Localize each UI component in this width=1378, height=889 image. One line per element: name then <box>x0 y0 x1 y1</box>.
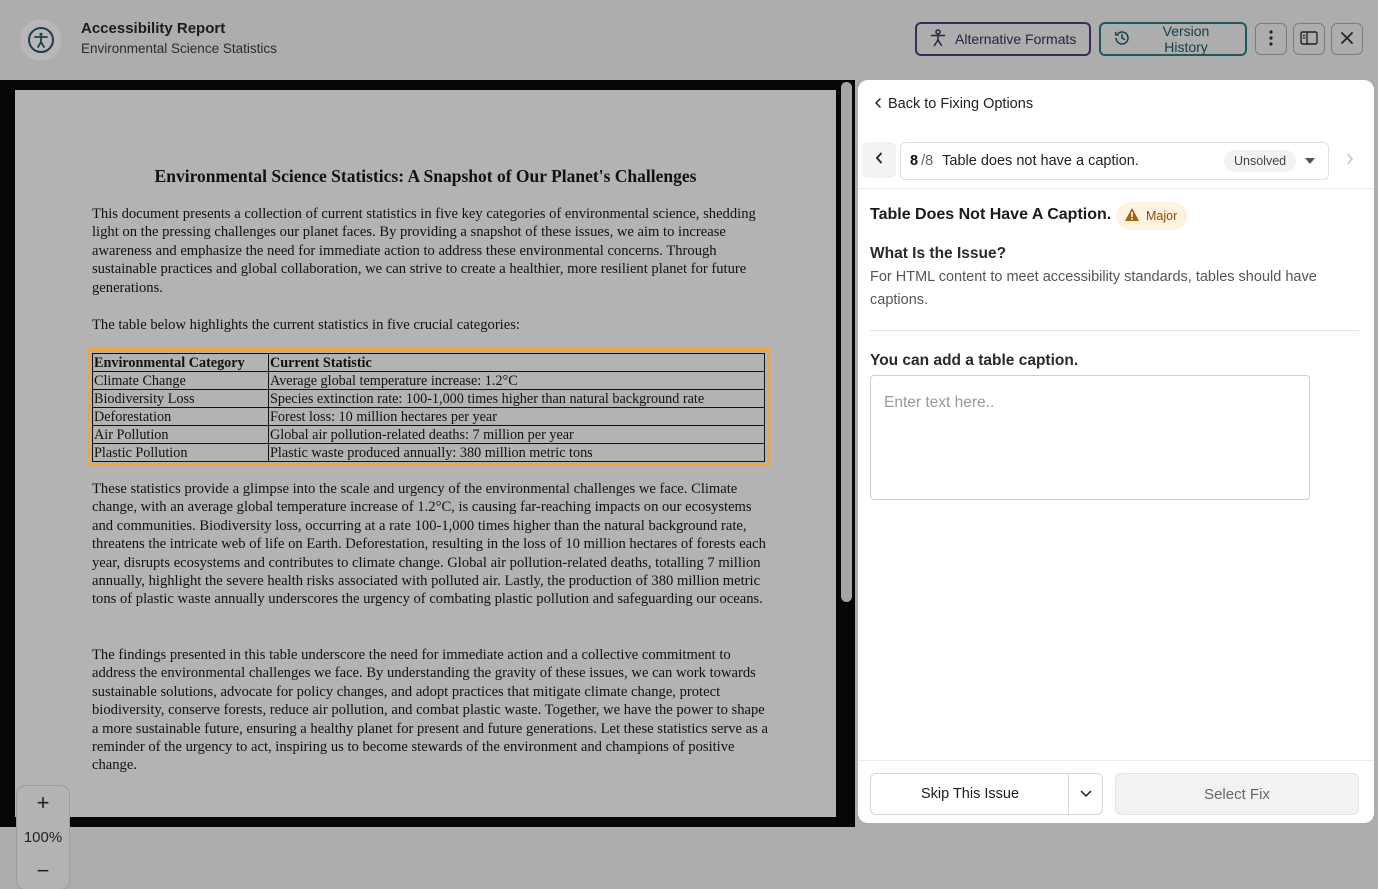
zoom-in-button[interactable]: + <box>36 790 50 815</box>
caret-down-icon[interactable] <box>1305 158 1315 164</box>
table-row <box>93 390 765 408</box>
report-subtitle: Environmental Science Statistics <box>81 41 277 56</box>
history-clock-icon <box>1113 29 1131 50</box>
issue-description: For HTML content to meet accessibility standards, tables should have captions. <box>870 269 1317 308</box>
table-row <box>93 372 765 390</box>
skip-issue-button[interactable]: Skip This Issue <box>870 773 1069 815</box>
table-cell: Biodiversity Loss <box>93 390 269 408</box>
zoom-level: 100% <box>23 829 63 846</box>
next-issue-button[interactable] <box>1336 142 1364 180</box>
table-cell: Deforestation <box>93 408 269 426</box>
version-history-label: Version History <box>1162 23 1210 55</box>
table-cell: Plastic Pollution <box>93 444 269 462</box>
issue-selector[interactable] <box>900 142 1329 180</box>
document-paragraph-intro: This document presents a collection of current statistics in five key categories of environmental science, shedding light on the pressing challenges our planet faces. By providing a snapshot of these issues, we aim to increase awareness and emphasize the need for immediate action to address these environmental concerns. Through sustainable practices and global collaboration, we can strive to create a healthier, more resilient planet for future generations. <box>92 206 756 296</box>
issue-total: /8 <box>921 153 934 169</box>
report-title: Accessibility Report <box>81 20 226 37</box>
severity-label: Major <box>1146 209 1178 223</box>
table-row <box>93 444 765 462</box>
what-is-issue-heading: What Is the Issue? <box>870 245 1007 262</box>
issue-index: 8 <box>910 153 919 169</box>
document-paragraph-table-intro: The table below highlights the current statistics in five crucial categories: <box>92 317 520 333</box>
status-badge: Unsolved <box>1224 150 1296 172</box>
accessibility-person-icon <box>929 29 947 50</box>
previous-issue-button[interactable] <box>862 142 896 178</box>
table-header-row <box>93 354 765 372</box>
zoom-out-button[interactable]: − <box>36 858 50 883</box>
accessibility-icon <box>28 27 54 53</box>
toggle-panel-button[interactable] <box>1293 23 1325 55</box>
table-cell: Species extinction rate: 100-1,000 times higher than natural background rate <box>269 390 765 408</box>
alternative-formats-button[interactable] <box>915 22 1091 56</box>
close-button[interactable] <box>1331 23 1363 55</box>
alternative-formats-label: Alternative Formats <box>955 31 1077 47</box>
document-title: Environmental Science Statistics: A Snapshot of Our Planet's Challenges <box>154 166 697 186</box>
table-header-statistic: Current Statistic <box>269 354 765 372</box>
add-caption-heading: You can add a table caption. <box>870 352 1079 369</box>
document-paragraph-conclusion: The findings presented in this table underscore the need for immediate action and a collective commitment to address the environmental challenges we face. By understanding the gravity of these issues, we can work towards sustainable solutions, advocate for policy changes, and adopt practices that mitigate climate change, protect biodiversity, conserve forests, reduce air pollution, and combat plastic waste. Together, we have the power to shape a more sustainable future, ensuring a healthy planet for present and future generations. Let these statistics serve as a reminder of the urgency to act, inspiring us to become stewards of the environment and champions of positive change. <box>92 647 768 774</box>
issue-panel <box>858 80 1374 823</box>
table-cell: Air Pollution <box>93 426 269 444</box>
table-cell: Plastic waste produced annually: 380 million metric tons <box>269 444 765 462</box>
table-row <box>93 426 765 444</box>
statistics-table <box>92 353 765 462</box>
table-header-category: Environmental Category <box>93 354 269 372</box>
more-options-button[interactable] <box>1255 23 1287 55</box>
table-cell: Climate Change <box>93 372 269 390</box>
table-row <box>93 408 765 426</box>
zoom-control <box>17 786 69 889</box>
caption-input[interactable] <box>870 375 1310 500</box>
warning-icon <box>1124 207 1140 225</box>
back-to-fixing-options-link[interactable] <box>874 96 1033 112</box>
more-vertical-icon <box>1269 30 1273 49</box>
divider <box>858 760 1374 761</box>
divider <box>858 188 1374 189</box>
severity-badge <box>1116 202 1187 230</box>
back-label: Back to Fixing Options <box>888 96 1034 112</box>
issue-selector-label: Table does not have a caption. <box>942 153 1139 169</box>
highlighted-table[interactable] <box>87 348 770 466</box>
table-cell: Forest loss: 10 million hectares per year <box>269 408 765 426</box>
chevron-left-icon <box>875 151 883 169</box>
issue-title: Table Does Not Have A Caption. <box>870 206 1112 223</box>
document-paragraph-analysis: These statistics provide a glimpse into the scale and urgency of the environmental challenges we face. Climate change, with an average global temperature increase of 1.2°C, is causing far-reaching impacts on our ecosystems and communities. Biodiversity loss, occurring at a rate 100-1,000 times higher than the natural background rate, threatens the intricate web of life on Earth. Deforestation, resulting in the loss of 10 million hectares of forests each year, disrupts ecosystems and contributes to climate change. Global air pollution-related deaths, totalling 7 million annually, highlight the severe health risks associated with polluted air. Lastly, the production of 380 million metric tons of plastic waste annually underscores the urgency of combating plastic pollution and safeguarding our oceans. <box>92 481 766 608</box>
panel-layout-icon <box>1300 31 1318 48</box>
chevron-down-icon <box>1080 785 1092 803</box>
divider <box>870 330 1359 331</box>
app-header <box>0 0 1378 80</box>
document-viewer[interactable] <box>0 80 855 883</box>
version-history-button[interactable] <box>1099 22 1247 56</box>
chevron-right-icon <box>1346 152 1354 170</box>
select-fix-button[interactable]: Select Fix <box>1115 773 1359 815</box>
document-page <box>15 90 836 817</box>
table-cell: Global air pollution-related deaths: 7 million per year <box>269 426 765 444</box>
skip-options-dropdown[interactable] <box>1068 773 1103 815</box>
chevron-left-icon <box>874 96 882 112</box>
table-cell: Average global temperature increase: 1.2°C <box>269 372 765 390</box>
app-logo <box>20 19 62 61</box>
close-icon <box>1340 31 1354 48</box>
document-scrollbar[interactable] <box>841 82 852 602</box>
